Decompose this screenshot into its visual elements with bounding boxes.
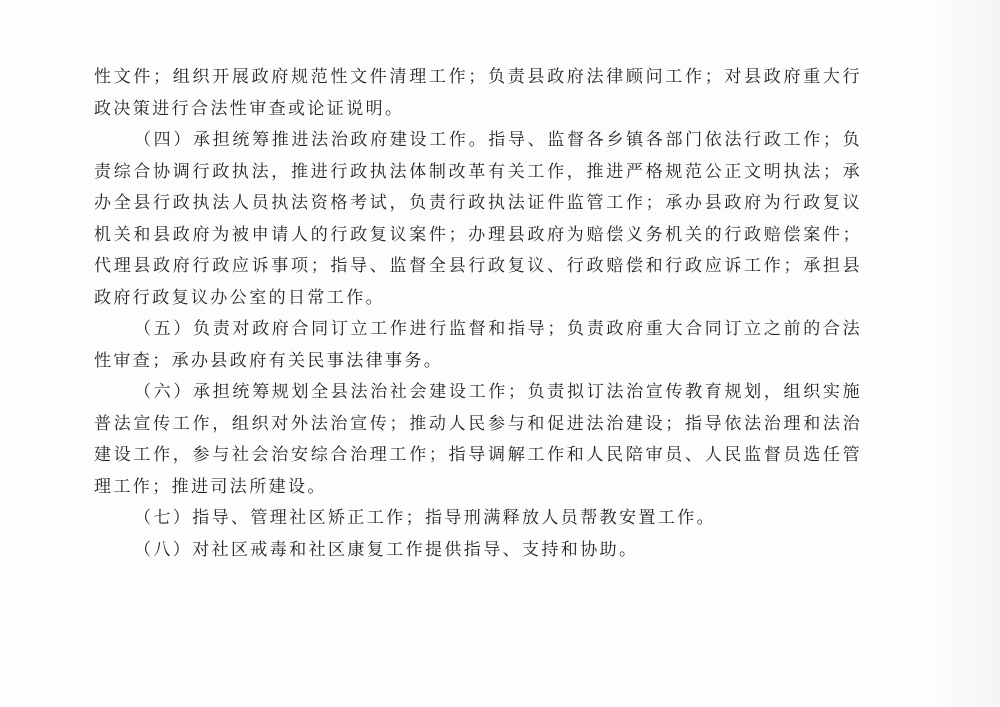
paragraph-item-8: （八）对社区戒毒和社区康复工作提供指导、支持和协助。: [134, 539, 639, 560]
paragraph-item-5: （五）负责对政府合同订立工作进行监督和指导；负责政府重大合同订立之前的合法性审查；承办县政府有关民事法律事务。: [94, 319, 862, 371]
paragraph-continuation: 性文件；组织开展政府规范性文件清理工作；负责县政府法律顾问工作；对县政府重大行政决策进行合法性审查或论证说明。: [94, 67, 862, 119]
paragraph-item-6: （六）承担统筹规划全县法治社会建设工作；负责拟订法治宣传教育规划，组织实施普法宣传工作，组织对外法治宣传；推动人民参与和促进法治建设；指导依法治理和法治建设工作，参与社会治安综合治理工作；指导调解工作和人民陪审员、人民监督员选任管理工作；推进司法所建设。: [94, 382, 862, 497]
paragraph-item-7: （七）指导、管理社区矫正工作；指导刑满释放人员帮教安置工作。: [134, 508, 716, 528]
document-body: [94, 62, 862, 566]
page-edge-shadow: [930, 0, 1000, 707]
paragraph-item-4: （四）承担统筹推进法治政府建设工作。指导、监督各乡镇各部门依法行政工作；负责综合协调行政执法，推进行政执法体制改革有关工作，推进严格规范公正文明执法；承办全县行政执法人员执法资格考试，负责行政执法证件监管工作；承办县政府为行政复议机关和县政府为被申请人的行政复议案件；办理县政府为赔偿义务机关的行政赔偿案件；代理县政府行政应诉事项；指导、监督全县行政复议、行政赔偿和行政应诉工作；承担县政府行政复议办公室的日常工作。: [94, 130, 862, 308]
